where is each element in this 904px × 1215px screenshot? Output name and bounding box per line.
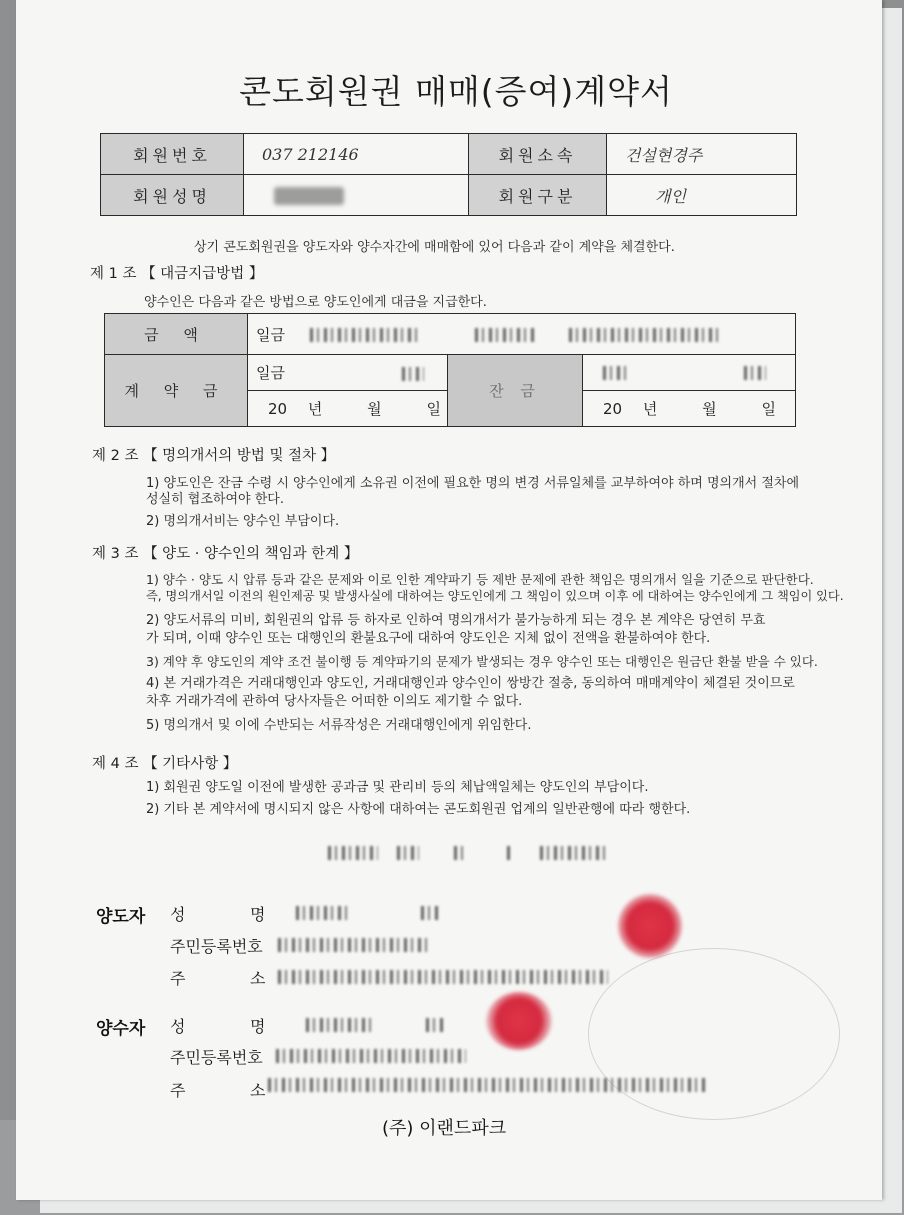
seller-name-redacted	[296, 902, 441, 921]
deposit-date-cell	[248, 391, 448, 427]
article4-item-1: 1) 회원권 양도일 이전에 발생한 공과금 및 관리비 등의 체납액일체는 양도인의 부담이다.	[146, 780, 649, 795]
payment-table	[104, 313, 796, 427]
amount-label: 금 액	[105, 314, 248, 355]
balance-date-d: 일	[761, 400, 776, 418]
article2-item-1: 1) 양도인은 잔금 수령 시 양수인에게 소유권 이전에 필요한 명의 변경 서류일체를 교부하여야 하며 명의개서 절차에	[146, 476, 799, 491]
article3-item-1: 1) 양수 · 양도 시 압류 등과 같은 문제와 이로 인한 계약파기 등 제반 문제에 관한 책임은 명의개서 일을 기준으로 판단한다.	[146, 572, 814, 587]
member-number-label: 회원번호	[101, 134, 244, 175]
buyer-addr-label: 주	[170, 1081, 186, 1100]
deposit-date-year: 20	[268, 400, 288, 418]
seller-addr-label: 주	[170, 969, 186, 988]
article3-item-1b: 즉, 명의개서일 이전의 원인제공 및 발생사실에 대하여는 양도인에게 그 책임이 있으며 이후 에 대하여는 양수인에게 그 책임이 있다.	[146, 589, 844, 603]
article3-item-3: 3) 계약 후 양도인의 계약 조건 불이행 등 계약파기의 문제가 발생되는 경우 양수인 또는 대행인은 원금단 환불 받을 수 있다.	[146, 654, 818, 669]
balance-amount-cell	[583, 355, 796, 391]
buyer-id-redacted	[276, 1045, 466, 1064]
deposit-date-d: 일	[426, 400, 441, 418]
article4-item-2: 2) 기타 본 계약서에 명시되지 않은 사항에 대하여는 콘도회원권 업계의 일반관행에 따라 행한다.	[146, 802, 691, 817]
buyer-addr-label-2: 소	[250, 1081, 266, 1100]
deposit-date-m: 월	[367, 400, 382, 418]
balance-date-cell	[583, 391, 796, 427]
amount-redacted	[310, 328, 420, 342]
buyer-name-redacted	[306, 1014, 444, 1033]
preamble-text: 상기 콘도회원권을 양도자와 양수자간에 매매함에 있어 다음과 같이 계약을 체결한다.	[194, 240, 675, 255]
seller-addr-label-2: 소	[250, 969, 266, 988]
balance-redacted	[603, 366, 629, 380]
article1-text: 양수인은 다음과 같은 방법으로 양도인에게 대금을 지급한다.	[144, 295, 487, 310]
member-number-value: 037 212146	[244, 134, 469, 175]
amount-redacted-2	[475, 328, 535, 342]
amount-cell	[248, 314, 796, 355]
contract-document	[16, 0, 882, 1200]
article1-heading: 제 1 조 【 대금지급방법 】	[90, 266, 264, 282]
article3-item-4: 4) 본 거래가격은 거래대행인과 양도인, 거래대행인과 양수인이 쌍방간 절충, 동의하여 매매계약이 체결된 것이므로	[146, 676, 795, 691]
balance-date-y: 년	[642, 400, 658, 418]
faint-circle-mark	[588, 948, 840, 1120]
article4-heading: 제 4 조 【 기타사항 】	[92, 756, 238, 772]
article3-item-5: 5) 명의개서 및 이에 수반되는 서류작성은 거래대행인에게 위임한다.	[146, 718, 532, 733]
deposit-date-y: 년	[307, 400, 323, 418]
member-info-table	[100, 133, 797, 216]
article3-item-2: 2) 양도서류의 미비, 회원권의 압류 등 하자로 인하여 명의개서가 불가능하게 되는 경우 본 계약은 당연히 무효	[146, 613, 766, 628]
member-name-redacted	[244, 175, 469, 216]
seller-id-label: 주민등록번호	[170, 937, 263, 956]
seller-id-redacted	[278, 934, 428, 953]
member-affiliation-value: 건설현경주	[607, 134, 797, 175]
article2-heading: 제 2 조 【 명의개서의 방법 및 절차 】	[92, 448, 336, 464]
balance-date-year: 20	[603, 400, 623, 418]
contract-date-redacted	[328, 842, 610, 861]
seller-seal	[618, 894, 682, 958]
seller-name-label-2: 명	[250, 905, 266, 924]
member-type-label: 회원구분	[469, 175, 607, 216]
member-name-label: 회원성명	[101, 175, 244, 216]
buyer-seal	[486, 992, 552, 1050]
member-type-value: 개인	[607, 175, 797, 216]
deposit-amount-cell	[248, 355, 448, 391]
buyer-label: 양수자	[96, 1019, 146, 1039]
deposit-label: 계 약 금	[105, 355, 248, 427]
seller-addr-redacted	[278, 966, 608, 985]
company-name: (주) 이랜드파크	[382, 1118, 507, 1139]
seller-label: 양도자	[96, 907, 146, 927]
article2-item-2: 2) 명의개서비는 양수인 부담이다.	[146, 514, 340, 529]
article3-item-4b: 차후 거래가격에 관하여 당사자들은 어떠한 이의도 제기할 수 없다.	[146, 694, 523, 709]
article3-item-2b: 가 되며, 이때 양수인 또는 대행인의 환불요구에 대하여 양도인은 지체 없이 전액을 환불하여야 한다.	[146, 631, 711, 646]
deposit-redacted	[402, 367, 424, 381]
member-affiliation-label: 회원소속	[469, 134, 607, 175]
article3-heading: 제 3 조 【 양도 · 양수인의 책임과 한계 】	[92, 546, 359, 562]
balance-label: 잔 금	[448, 355, 583, 427]
amount-prefix: 일금	[256, 325, 285, 344]
seller-name-label: 성	[170, 905, 186, 924]
article2-item-1b: 성실히 협조하여야 한다.	[146, 492, 284, 507]
document-title: 콘도회원권 매매(증여)계약서	[239, 72, 673, 111]
deposit-prefix: 일금	[256, 364, 285, 382]
buyer-name-label-2: 명	[250, 1017, 266, 1036]
balance-date-m: 월	[702, 400, 717, 418]
buyer-id-label: 주민등록번호	[170, 1048, 263, 1067]
balance-redacted-2	[744, 366, 766, 380]
amount-redacted-3	[569, 328, 719, 342]
buyer-name-label: 성	[170, 1017, 186, 1036]
